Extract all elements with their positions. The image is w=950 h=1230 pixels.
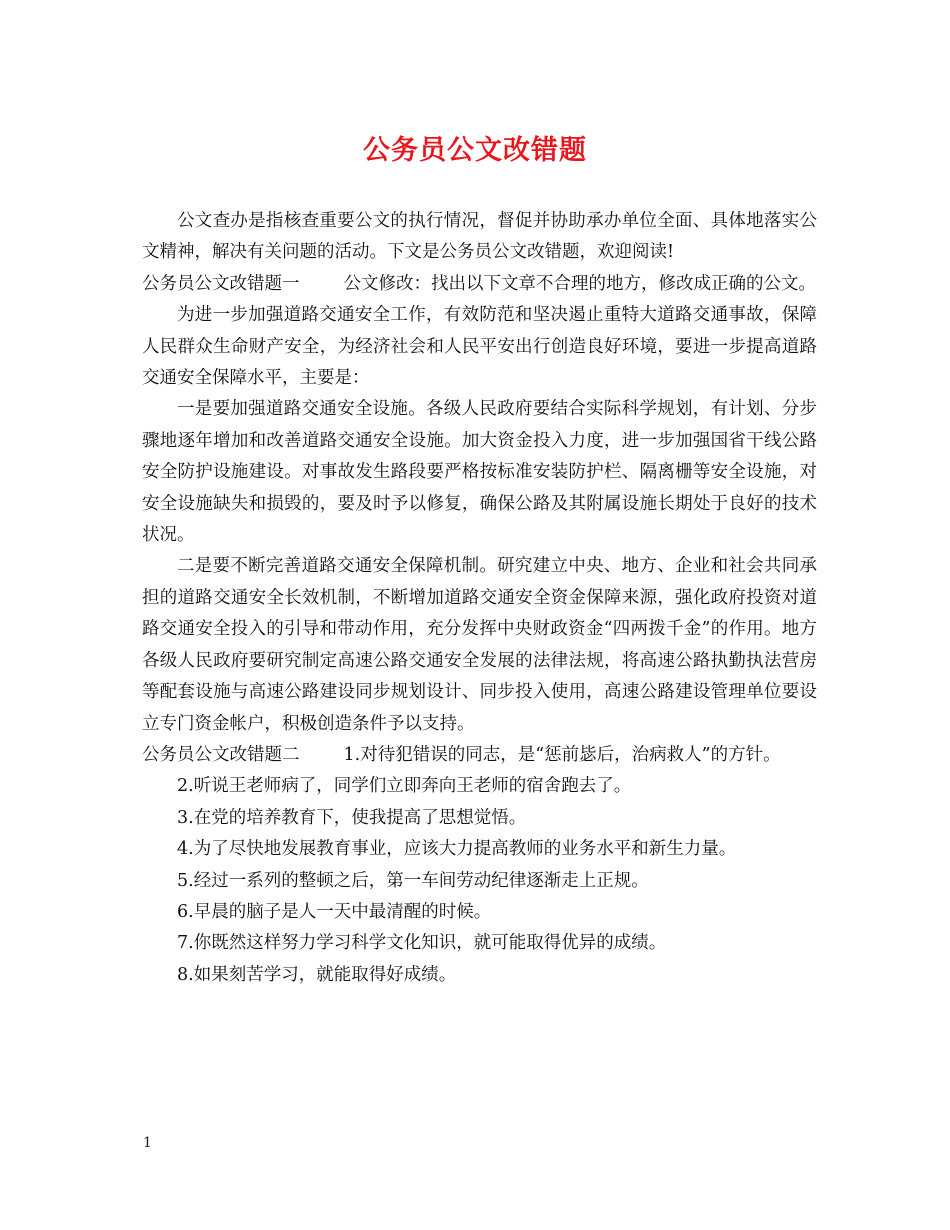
section2-block: [142, 740, 817, 771]
section2-item-5: 5.经过一系列的整顿之后，第一车间劳动纪律逐渐走上正规。: [177, 870, 649, 891]
section2-heading: 公务员公文改错题二: [142, 744, 300, 765]
section1-paragraph-2: 一是要加强道路交通安全设施。各级人民政府要结合实际科学规划，有计划、分步骤地逐年增加和改善道路交通安全设施。加大资金投入力度，进一步加强国省干线公路安全防护设施建设。对事故发生路段要严格按标准安装防护栏、隔离栅等安全设施，对安全设施缺失和损毁的，要及时予以修复，确保公路及其附属设施长期处于良好的技术状况。: [142, 399, 817, 546]
section1-block: [142, 269, 817, 300]
page-title: 公务员公文改错题: [363, 135, 587, 166]
section1-paragraph-3: 二是要不断完善道路交通安全保障机制。研究建立中央、地方、企业和社会共同承担的道路交通安全长效机制，不断增加道路交通安全资金保障来源，强化政府投资对道路交通安全投入的引导和带动作用，充分发挥中央财政资金“四两拨千金”的作用。地方各级人民政府要研究制定高速公路交通安全发展的法律法规，将高速公路执勤执法营房等配套设施与高速公路建设同步规划设计、同步投入使用，高速公路建设管理单位要设立专门资金帐户，积极创造条件予以支持。: [142, 556, 817, 734]
section2-item-7: 7.你既然这样努力学习科学文化知识，就可能取得优异的成绩。: [177, 933, 667, 954]
section2-item-3: 3.在党的培养教育下，使我提高了思想觉悟。: [177, 807, 527, 828]
document-body: [142, 206, 817, 991]
section1-paragraph-1: 为进一步加强道路交通安全工作，有效防范和坚决遏止重特大道路交通事故，保障人民群众生命财产安全，为经济社会和人民平安出行创造良好环境，要进一步提高道路交通安全保障水平，主要是：: [142, 305, 817, 389]
section2-item-6: 6.早晨的脑子是人一天中最清醒的时候。: [177, 901, 492, 922]
section2-item-2: 2.听说王老师病了，同学们立即奔向王老师的宿舍跑去了。: [177, 776, 632, 797]
page-number: 1: [143, 1135, 152, 1151]
intro-paragraph: 公文查办是指核查重要公文的执行情况，督促并协助承办单位全面、具体地落实公文精神，解决有关问题的活动。下文是公务员公文改错题，欢迎阅读!: [142, 211, 817, 263]
section1-heading: 公务员公文改错题一: [142, 273, 300, 294]
section2-item-4: 4.为了尽快地发展教育事业，应该大力提高教师的业务水平和新生力量。: [177, 839, 737, 860]
section2-item-1: 1.对待犯错误的同志，是“惩前毖后，治病救人”的方针。: [343, 744, 781, 765]
section2-item-8: 8.如果刻苦学习，就能取得好成绩。: [177, 964, 457, 985]
section1-instruction: 公文修改：找出以下文章不合理的地方，修改成正确的公文。: [343, 273, 816, 294]
